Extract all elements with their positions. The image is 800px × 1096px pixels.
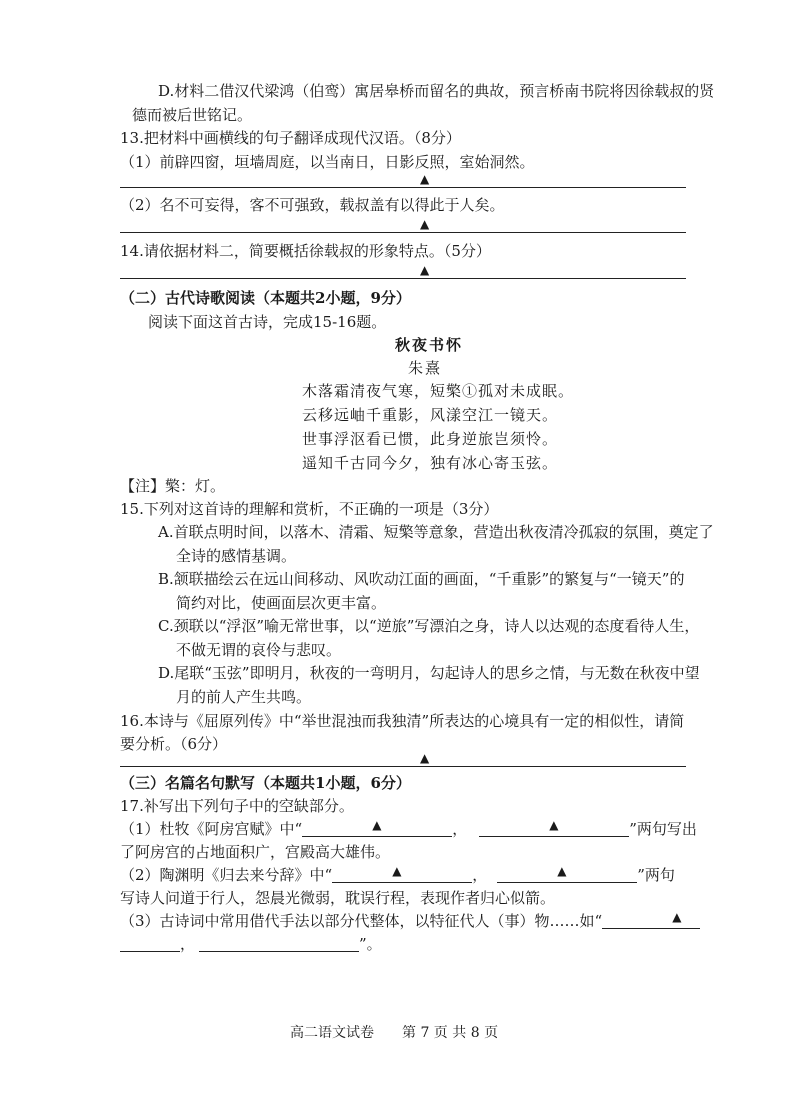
q15-option-a-line2: 全诗的感情基调。 — [176, 547, 297, 565]
q17-item-1 — [120, 818, 697, 840]
q13-sentence-1: （1）前辟四窗，垣墙周庭，以当南日，日影反照，室始洞然。 — [120, 153, 535, 171]
q16-line1: 16.本诗与《屈原列传》中“举世混浊而我独清”所表达的心境具有一定的相似性，请简 — [120, 712, 685, 730]
answer-triangle-1: ▲ — [420, 172, 430, 186]
q12-option-d-line2: 德而被后世铭记。 — [132, 106, 253, 124]
poem-note: 【注】檠：灯。 — [120, 477, 226, 495]
section-2-heading: （二）古代诗歌阅读（本题共2小题，9分） — [120, 289, 411, 307]
q17-item-2-line2: 写诗人问道于行人，怨晨光微弱，耽误行程，表现作者归心似箭。 — [120, 889, 556, 907]
poem-line-2: 云移远岫千重影，风漾空江一镜天。 — [302, 406, 559, 424]
q16-line2: 要分析。（6分） — [120, 735, 228, 753]
blank-triangle: ▲ — [392, 864, 402, 878]
poem-line-4: 遥知千古同今夕，独有冰心寄玉弦。 — [302, 454, 559, 472]
q12-option-d-line1: D.材料二借汉代梁鸿（伯鸾）寓居皋桥而留名的典故，预言桥南书院将因徐载叔的贤 — [158, 82, 715, 100]
q17-item-3 — [120, 910, 700, 932]
q15-option-d-line2: 月的前人产生共鸣。 — [176, 688, 312, 706]
q17-item-1-suffix: ”两句写出 — [629, 820, 697, 838]
q17-item-3-comma: ， — [180, 935, 196, 953]
answer-triangle-4: ▲ — [420, 751, 430, 765]
answer-triangle-3: ▲ — [420, 263, 430, 277]
fill-blank-2b[interactable] — [497, 866, 637, 883]
section-3-heading: （三）名篇名句默写（本题共1小题，6分） — [120, 774, 411, 792]
fill-blank-3b[interactable] — [199, 935, 359, 952]
q13-sentence-2: （2）名不可妄得，客不可强致，载叔盖有以得此于人矣。 — [120, 196, 505, 214]
q17-item-3-prefix: （3）古诗词中常用借代手法以部分代整体，以特征代人（事）物……如“ — [120, 912, 603, 930]
fill-blank-1b[interactable] — [479, 820, 629, 837]
poem-author: 朱熹 — [408, 359, 443, 377]
q15-option-a-line1: A.首联点明时间，以落木、清霜、短檠等意象，营造出秋夜清冷孤寂的氛围，奠定了 — [158, 523, 714, 541]
q15-option-b-line1: B.颔联描绘云在远山间移动、风吹动江面的画面，“千重影”的繁复与“一镜天”的 — [158, 570, 685, 588]
fill-blank-3a-part1[interactable] — [602, 912, 700, 929]
section-2-intro: 阅读下面这首古诗，完成15-16题。 — [148, 313, 387, 331]
q17-item-1-comma: ， — [452, 820, 468, 838]
q17-item-2-comma: ， — [472, 866, 488, 884]
fill-blank-2a[interactable] — [332, 866, 472, 883]
poem-title: 秋夜书怀 — [395, 336, 464, 354]
poem-line-3: 世事浮沤看已惯，此身逆旅岂须怜。 — [302, 430, 559, 448]
fill-blank-3a-part2[interactable] — [120, 935, 180, 952]
q17-item-3-suffix: ”。 — [359, 935, 382, 953]
q15-option-c-line1: C.颈联以“浮沤”喻无常世事，以“逆旅”写漂泊之身，诗人以达观的态度看待人生， — [158, 617, 700, 635]
blank-triangle: ▲ — [549, 818, 559, 832]
q15-option-c-line2: 不做无谓的哀伶与悲叹。 — [176, 641, 342, 659]
answer-triangle-2: ▲ — [420, 217, 430, 231]
answer-line-3 — [120, 278, 686, 279]
q15-option-d-line1: D.尾联“玉弦”即明月，秋夜的一弯明月，勾起诗人的思乡之情，与无数在秋夜中望 — [158, 664, 700, 682]
q17-item-2-prefix: （2）陶渊明《归去来兮辞》中“ — [120, 866, 333, 884]
blank-triangle: ▲ — [672, 910, 682, 924]
answer-line-1 — [120, 187, 686, 188]
blank-triangle: ▲ — [557, 864, 567, 878]
q13-stem: 13.把材料中画横线的句子翻译成现代汉语。（8分） — [120, 129, 461, 147]
answer-line-2 — [120, 232, 686, 233]
q17-item-1-prefix: （1）杜牧《阿房宫赋》中“ — [120, 820, 303, 838]
q15-option-b-line2: 简约对比，使画面层次更丰富。 — [176, 594, 387, 612]
poem-line-1: 木落霜清夜气寒，短檠①孤对未成眠。 — [302, 382, 575, 400]
answer-line-4 — [120, 766, 686, 767]
q17-stem: 17.补写出下列句子中的空缺部分。 — [120, 797, 354, 815]
q17-item-2-suffix: ”两句 — [637, 866, 675, 884]
q17-item-3-line2 — [120, 933, 382, 955]
fill-blank-1a[interactable] — [302, 820, 452, 837]
blank-triangle: ▲ — [372, 818, 382, 832]
q17-item-1-line2: 了阿房宫的占地面积广，宫殿高大雄伟。 — [120, 843, 391, 861]
page-footer: 高二语文试卷 第 7 页 共 8 页 — [290, 1025, 499, 1041]
q17-item-2 — [120, 864, 675, 886]
q14-stem: 14.请依据材料二，简要概括徐载叔的形象特点。（5分） — [120, 242, 491, 260]
q15-stem: 15.下列对这首诗的理解和赏析，不正确的一项是（3分） — [120, 500, 499, 518]
